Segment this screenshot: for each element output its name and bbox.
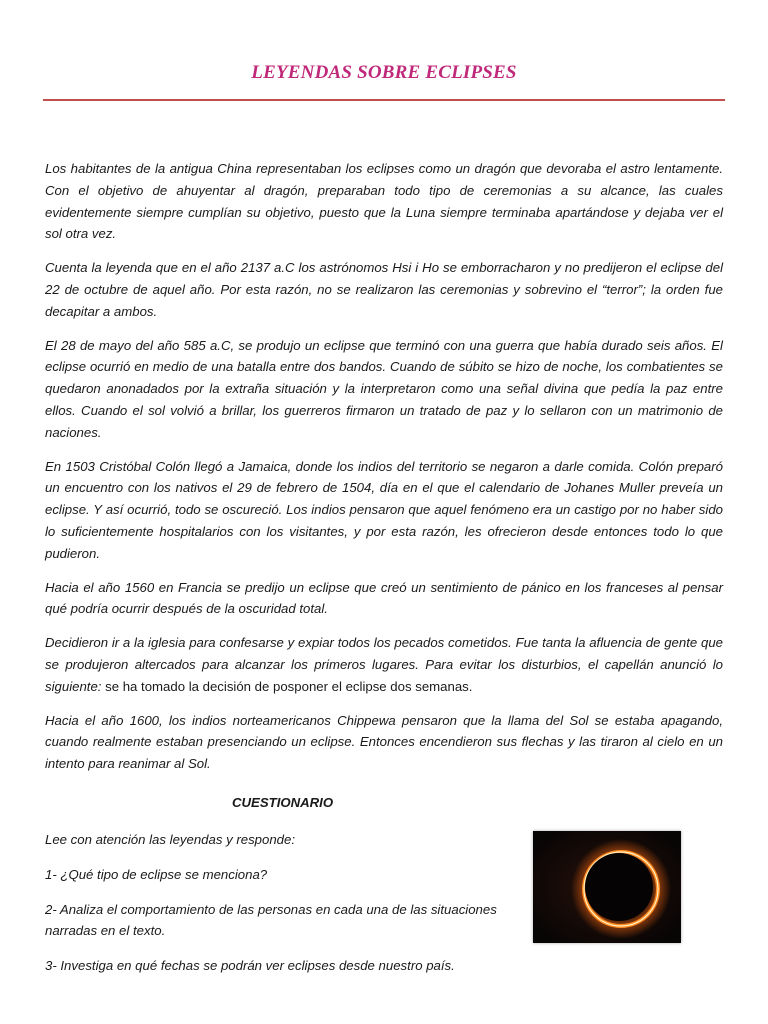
questionnaire-heading: CUESTIONARIO: [232, 795, 334, 810]
questionnaire: [45, 829, 515, 990]
paragraph-colon: En 1503 Cristóbal Colón llegó a Jamaica, donde los indios del territorio se negaron a darle comida. Colón preparó un encuentro con los nativos el 29 de febrero de 1504, día en el que el calendario de Johanes Muller preveía un eclipse. Y así ocurrió, todo se oscureció. Los indios pensaron que aquel fenómeno era un castigo por no haber sido lo suficientemente hospitalarios con los visitantes, y por esta razón, les ofrecieron desde entonces todo lo que pudieron.: [45, 458, 723, 561]
paragraph-iglesia-italic: Decidieron ir a la iglesia para confesarse y expiar todos los pecados cometidos. Fue tanta la afluencia de gente que se produjeron altercados para alcanzar los primeros lugares. Para evitar los disturbios, el capellán anunció lo siguiente:: [45, 635, 723, 694]
page-title: LEYENDAS SOBRE ECLIPSES: [251, 62, 517, 83]
paragraph-china: Los habitantes de la antigua China representaban los eclipses como un dragón que devoraba el astro lentamente. Con el objetivo de ahuyentar al dragón, preparaban todo tipo de ceremonias a su alcance, las cuales evidentemente siempre cumplían su objetivo, puesto que la Luna siempre terminaba apartándose y dejaba ver el sol otra vez.: [45, 161, 723, 242]
paragraph-francia: Hacia el año 1560 en Francia se predijo un eclipse que creó un sentimiento de pánico en los franceses al pensar qué podría ocurrir después de la oscuridad total.: [45, 579, 723, 617]
paragraph-585-bc: El 28 de mayo del año 585 a.C, se produjo un eclipse que terminó con una guerra que había durado seis años. El eclipse ocurrió en medio de una batalla entre dos bandos. Cuando de súbito se hizo de noche, los combatientes se quedaron anonadados por la extraña situación y la interpretaron como una señal divina que pedía la paz entre ellos. Cuando el sol volvió a brillar, los guerreros firmaron un tratado de paz y lo sellaron con un matrimonio de naciones.: [45, 337, 723, 440]
eclipse-ring-icon: [533, 831, 681, 943]
annular-eclipse-photo: [533, 831, 681, 943]
paragraph-hsi-ho: Cuenta la leyenda que en el año 2137 a.C los astrónomos Hsi i Ho se emborracharon y no predijeron el eclipse del 22 de octubre de aquel año. Por esta razón, no se realizaron las ceremonias y sobrevino el “terror”; la orden fue decapitar a ambos.: [45, 260, 723, 319]
legends-text: [45, 158, 723, 787]
title-divider: [43, 99, 725, 101]
paragraph-chippewa: Hacia el año 1600, los indios norteamericanos Chippewa pensaron que la llama del Sol se estaba apagando, cuando realmente estaban presenciando un eclipse. Entonces encendieron sus flechas y las tiraron al cielo en un intento para reanimar al Sol.: [45, 712, 723, 772]
question-2: 2- Analiza el comportamiento de las personas en cada una de las situaciones narradas en el texto.: [45, 902, 497, 938]
question-1: 1- ¿Qué tipo de eclipse se menciona?: [45, 867, 268, 882]
question-3: 3- Investiga en qué fechas se podrán ver eclipses desde nuestro país.: [45, 958, 455, 973]
paragraph-iglesia: [45, 632, 723, 697]
paragraph-iglesia-quote: se ha tomado la decisión de posponer el eclipse dos semanas.: [105, 678, 473, 694]
questionnaire-intro: Lee con atención las leyendas y responde:: [45, 832, 296, 847]
